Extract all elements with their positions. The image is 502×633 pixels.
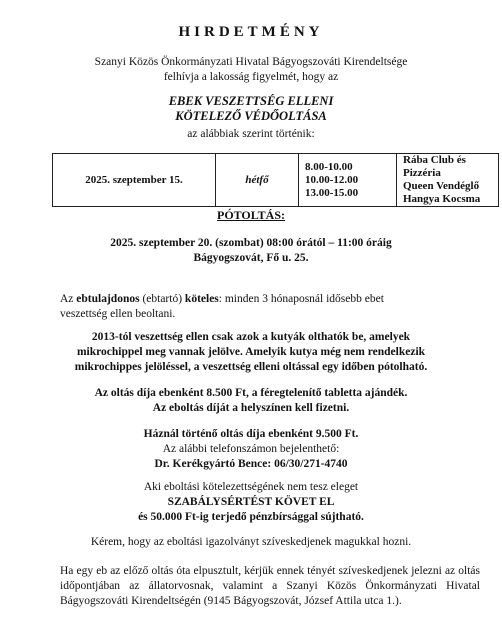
schedule-place: Queen Vendéglő	[403, 180, 480, 192]
owner-line-2: veszettség ellen beoltani.	[60, 308, 176, 320]
owner-bold-2: köteles	[184, 293, 219, 305]
chip-line-2: mikrochippel meg vannak jelölve. Amelyik kutya még nem rendelkezik	[76, 346, 426, 358]
owner-line-1	[60, 292, 480, 307]
table-row	[53, 154, 499, 207]
potoltas-line-2: Bágyogszovát, Fő u. 25.	[193, 252, 309, 264]
owner-rest: : minden 3 hónaposnál idősebb ebet	[218, 293, 384, 305]
home-line-1: Háznál történő oltás díja ebenként 9.500 Ft.	[143, 428, 359, 440]
schedule-table	[52, 153, 499, 207]
topic-line-2: KÖTELEZŐ VÉDŐOLTÁSA	[175, 109, 327, 123]
schedule-time: 8.00-10.00	[305, 160, 353, 173]
fee-line-2: Az eboltás díját a helyszínen kell fizetni.	[152, 402, 350, 414]
microchip-paragraph	[0, 330, 502, 375]
home-line-3: Dr. Kerékgyártó Bence: 06/30/271-4740	[154, 458, 348, 470]
intro-line-2: felhívja a lakosság figyelmét, hogy az	[163, 71, 339, 83]
footer-paragraph: Ha egy eb az előző oltás óta elpusztult, kérjük ennek tényét szíveskedjenek jelezni az oltás időpontjában az állatorvosnak, valamint a Szanyi Közös Önkormányzati Hivatal Bágyogszováti Kirendeltségén (9145 Bágyogszovát, József Attila utca 1.).	[60, 565, 480, 607]
potoltas-heading: PÓTOLTÁS:	[216, 208, 286, 222]
owner-paragraph	[60, 292, 480, 322]
potoltas-line-1: 2025. szeptember 20. (szombat) 08:00 órától – 11:00 óráig	[110, 237, 392, 249]
owner-bold-1: ebtulajdonos	[76, 293, 140, 305]
topic-heading	[0, 94, 502, 124]
penalty-line-3: és 50.000 Ft-ig terjedő pénzbírsággal sújtható.	[138, 511, 364, 523]
schedule-day: hétfő	[216, 154, 299, 207]
request-text: Kérem, hogy az eboltási igazolványt szíveskedjenek magukkal hozni.	[90, 536, 412, 548]
fee-line-1: Az oltás díja ebenként 8.500 Ft, a féregtelenítő tabletta ajándék.	[94, 387, 408, 399]
page-title: HIRDETMÉNY	[178, 24, 324, 40]
fee-paragraph	[0, 386, 502, 416]
chip-line-3: mikrochippes jelöléssel, a veszettség elleni oltással egy időben pótolható.	[74, 361, 428, 373]
owner-middle: (ebtartó)	[139, 293, 185, 305]
penalty-line-1: Aki eboltási kötelezettségének nem tesz eleget	[143, 481, 359, 493]
penalty-paragraph	[0, 480, 502, 525]
schedule-date: 2025. szeptember 15.	[53, 154, 216, 207]
schedule-times	[299, 154, 397, 207]
schedule-place: Rába Club és Pizzéria	[403, 154, 466, 179]
owner-prefix: Az	[60, 293, 77, 305]
home-visit-paragraph	[0, 427, 502, 472]
penalty-line-2: SZABÁLYSÉRTÉST KÖVET EL	[167, 496, 335, 508]
schedule-places	[397, 154, 499, 207]
intro-text	[0, 55, 502, 85]
potoltas-details	[0, 236, 502, 266]
intro-line-1: Szanyi Közös Önkormányzati Hivatal Bágyogszováti Kirendeltsége	[94, 56, 408, 68]
schedule-place: Hangya Kocsma	[403, 193, 481, 205]
chip-line-1: 2013-tól veszettség ellen csak azok a kutyák olthatók be, amelyek	[91, 331, 411, 343]
schedule-time: 10.00-12.00	[305, 173, 359, 186]
topic-subtitle: az alábbiak szerint történik:	[187, 128, 315, 140]
topic-line-1: EBEK VESZETTSÉG ELLENI	[168, 94, 334, 108]
home-line-2: Az alábbi telefonszámon bejelenthető:	[162, 443, 340, 455]
schedule-time: 13.00-15.00	[305, 186, 359, 199]
